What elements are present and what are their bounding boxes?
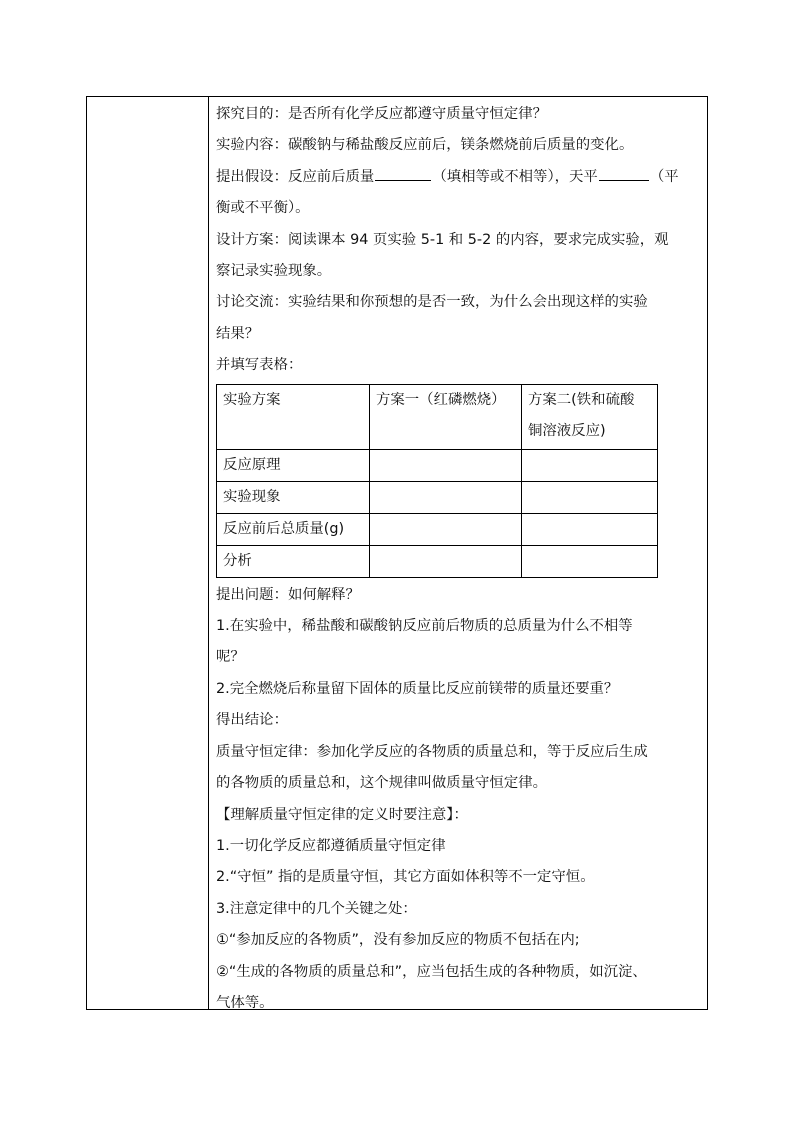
table-cell[interactable] xyxy=(522,513,658,545)
fill-blank-mass[interactable] xyxy=(375,179,431,181)
table-header-row xyxy=(217,384,658,449)
experiment-table xyxy=(216,384,658,578)
text-line: 1.一切化学反应都遵循质量守恒定律 xyxy=(216,837,446,854)
text-line: 1.在实验中，稀盐酸和碳酸钠反应前后物质的总质量为什么不相等 xyxy=(216,618,633,635)
text-line: 讨论交流：实验结果和你预想的是否一致，为什么会出现这样的实验 xyxy=(216,294,648,311)
header-line: 方案二(铁和硫酸 xyxy=(528,391,635,408)
table-row xyxy=(217,545,658,577)
table-cell[interactable] xyxy=(522,449,658,481)
hypothesis-text: （平 xyxy=(649,168,679,185)
text-line: 并填写表格： xyxy=(216,357,303,374)
text-line: ②“生成的各物质的质量总和”，应当包括生成的各种物质，如沉淀、 xyxy=(216,963,647,980)
table-cell[interactable] xyxy=(370,481,522,513)
row-label: 分析 xyxy=(217,545,370,577)
row-label: 反应原理 xyxy=(217,449,370,481)
header-line: 铜溶液反应) xyxy=(528,422,606,439)
text-line: 提出问题：如何解释？ xyxy=(216,586,360,603)
table-cell[interactable] xyxy=(522,545,658,577)
text-line: 实验内容：碳酸钠与稀盐酸反应前后，镁条燃烧前后质量的变化。 xyxy=(216,137,634,154)
hypothesis-text: （填相等或不相等），天平 xyxy=(432,168,598,185)
text-line: 2.完全燃烧后称量留下固体的质量比反应前镁带的质量还要重？ xyxy=(216,680,619,697)
table-cell[interactable] xyxy=(370,545,522,577)
table-cell[interactable] xyxy=(370,513,522,545)
text-line: 2.“守恒” 指的是质量守恒，其它方面如体积等不一定守恒。 xyxy=(216,869,595,886)
text-line: 气体等。 xyxy=(216,994,274,1011)
table-header xyxy=(522,384,658,449)
table-row xyxy=(217,481,658,513)
text-line: 察记录实验现象。 xyxy=(216,263,332,280)
text-line: 衡或不平衡）。 xyxy=(216,200,310,217)
table-row xyxy=(217,513,658,545)
text-line: 设计方案：阅读课本 94 页实验 5-1 和 5-2 的内容，要求完成实验，观 xyxy=(216,231,669,248)
text-line: 质量守恒定律：参加化学反应的各物质的质量总和，等于反应后生成 xyxy=(216,743,648,760)
text-line: 的各物质的质量总和，这个规律叫做质量守恒定律。 xyxy=(216,775,547,792)
row-label: 反应前后总质量(g) xyxy=(217,513,370,545)
fill-blank-balance[interactable] xyxy=(599,179,649,181)
lesson-content xyxy=(216,99,704,1019)
text-line: ①“参加反应的各物质”，没有参加反应的物质不包括在内; xyxy=(216,932,580,949)
text-line: 探究目的：是否所有化学反应都遵守质量守恒定律？ xyxy=(216,106,547,122)
table-cell[interactable] xyxy=(370,449,522,481)
lesson-table xyxy=(86,96,708,1010)
column-divider xyxy=(208,97,209,1009)
row-label: 实验现象 xyxy=(217,481,370,513)
text-line: 【理解质量守恒定律的定义时要注意】： xyxy=(216,806,468,823)
text-line: 呢？ xyxy=(216,649,245,666)
table-header: 实验方案 xyxy=(217,384,370,449)
text-line: 3.注意定律中的几个关键之处： xyxy=(216,900,417,917)
text-line: 得出结论： xyxy=(216,712,288,729)
table-cell[interactable] xyxy=(522,481,658,513)
table-header: 方案一（红磷燃烧） xyxy=(370,384,522,449)
table-row xyxy=(217,449,658,481)
text-line: 结果？ xyxy=(216,325,260,342)
hypothesis-line xyxy=(216,162,704,193)
hypothesis-text: 提出假设：反应前后质量 xyxy=(216,168,375,185)
